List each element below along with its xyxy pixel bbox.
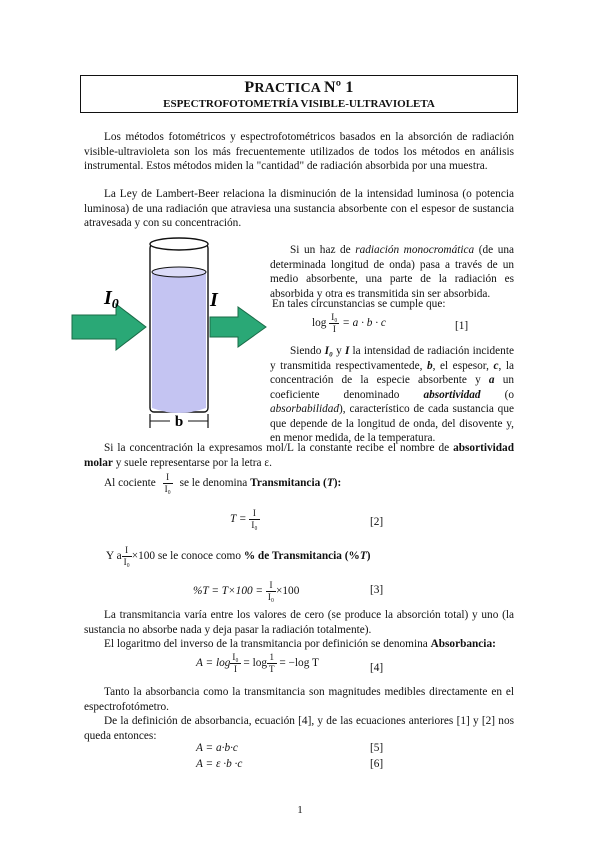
label-i0: $I_0$ xyxy=(104,287,119,312)
paragraph-conclusion: De la definición de absorbancia, ecuación [4], y de las ecuaciones anteriores [1] y [2] nos queda entonces: xyxy=(84,715,514,742)
transmitted-beam-arrow xyxy=(210,307,266,347)
equation-3: %T = T×100 = $\frac{I}{\text{I₀}}$ ×100 xyxy=(193,580,300,602)
cuvette-liquid xyxy=(152,272,206,413)
cociente-line: Al cociente $\frac{I}{\text{I₀}}$ se le denomina Transmitancia (T): xyxy=(104,472,342,494)
equation-4-tag: [4] xyxy=(370,662,384,674)
practice-subtitle: ESPECTROFOTOMETRÍA VISIBLE-ULTRAVIOLETA xyxy=(163,98,435,110)
equation-6: A = ε ·b ·c xyxy=(196,758,243,770)
paragraph-definitions: Siendo I₀ y I la intensidad de radiación incidente y transmitida respectivamentede, b, el espesor, c, la concentración de la especie absorbente y a un coeficiente denominado absortividad (o absorbabilidad), característico de cada sustancia que que depende de la longitud de onda, del disovente y, en menor medida, de la temperatura. xyxy=(270,345,514,444)
cuvette-figure xyxy=(70,232,270,437)
paragraph-lambert-beer: La Ley de Lambert-Beer relaciona la disminución de la intensidad luminosa (o potencia luminosa) de una radiación que atraviesa una sustancia absorbente con el espesor de sustancia atravesada y con su concentración. xyxy=(84,188,514,229)
equation-1: log $\frac{\text{I₀}}{I}$ = a · b · c xyxy=(312,312,386,334)
paragraph-intro: Los métodos fotométricos y espectrofotométricos basados en la absorción de radiación visible-ultravioleta son los más frecuentemente utilizados de todos los métodos en análisis instrumental. Estos métodos miden la "cantidad" de radiación absorbida por una muestra. xyxy=(84,131,514,172)
paragraph-molar: Si la concentración la expresamos mol/L la constante recibe el nombre de absortividad molar y suele representarse por la letra ε. xyxy=(84,442,514,469)
paragraph-absorbancia-def: El logaritmo del inverso de la transmitancia por definición se denomina Absorbancia: xyxy=(104,638,496,650)
practice-title: PRACTICA Nº 1 xyxy=(244,79,354,96)
label-i: I xyxy=(210,289,218,311)
paragraph-transmitancia-range: La transmitancia varía entre los valores de cero (se produce la absorción total) y uno (la sustancia no absorbe nada y deja pasar la radiación totalmente). xyxy=(84,609,514,636)
equation-5-tag: [5] xyxy=(370,742,384,754)
equation-5: A = a·b·c xyxy=(196,742,238,754)
equation-2: T = $\frac{I}{\text{I₀}}$ xyxy=(230,508,258,530)
paragraph-circumstances: En tales circunstancias se cumple que: xyxy=(272,298,446,310)
title-box xyxy=(80,75,518,113)
label-b: b xyxy=(174,414,184,430)
equation-2-tag: [2] xyxy=(370,516,384,528)
paragraph-medibles: Tanto la absorbancia como la transmitancia son magnitudes medibles directamente en el espectrofotómetro. xyxy=(84,686,514,713)
paragraph-monochromatic: Si un haz de radiación monocromática (de una determinada longitud de onda) pasa a través de un medio absorbente, una parte de la radiación es absorbida y otra es transmitida sin ser absorbida. xyxy=(270,244,514,300)
equation-4: A = log $\frac{\text{I₀}}{I}$ = log $\frac{1}{T}$ = −log T xyxy=(196,652,319,674)
page-number: 1 xyxy=(297,804,303,816)
porcentaje-line: Y a $\frac{I}{\text{I₀}}$ ×100 se le conoce como % de Transmitancia (%T) xyxy=(106,545,371,567)
equation-1-tag: [1] xyxy=(455,320,469,332)
incident-beam-arrow xyxy=(72,304,146,350)
equation-3-tag: [3] xyxy=(370,584,384,596)
equation-6-tag: [6] xyxy=(370,758,384,770)
